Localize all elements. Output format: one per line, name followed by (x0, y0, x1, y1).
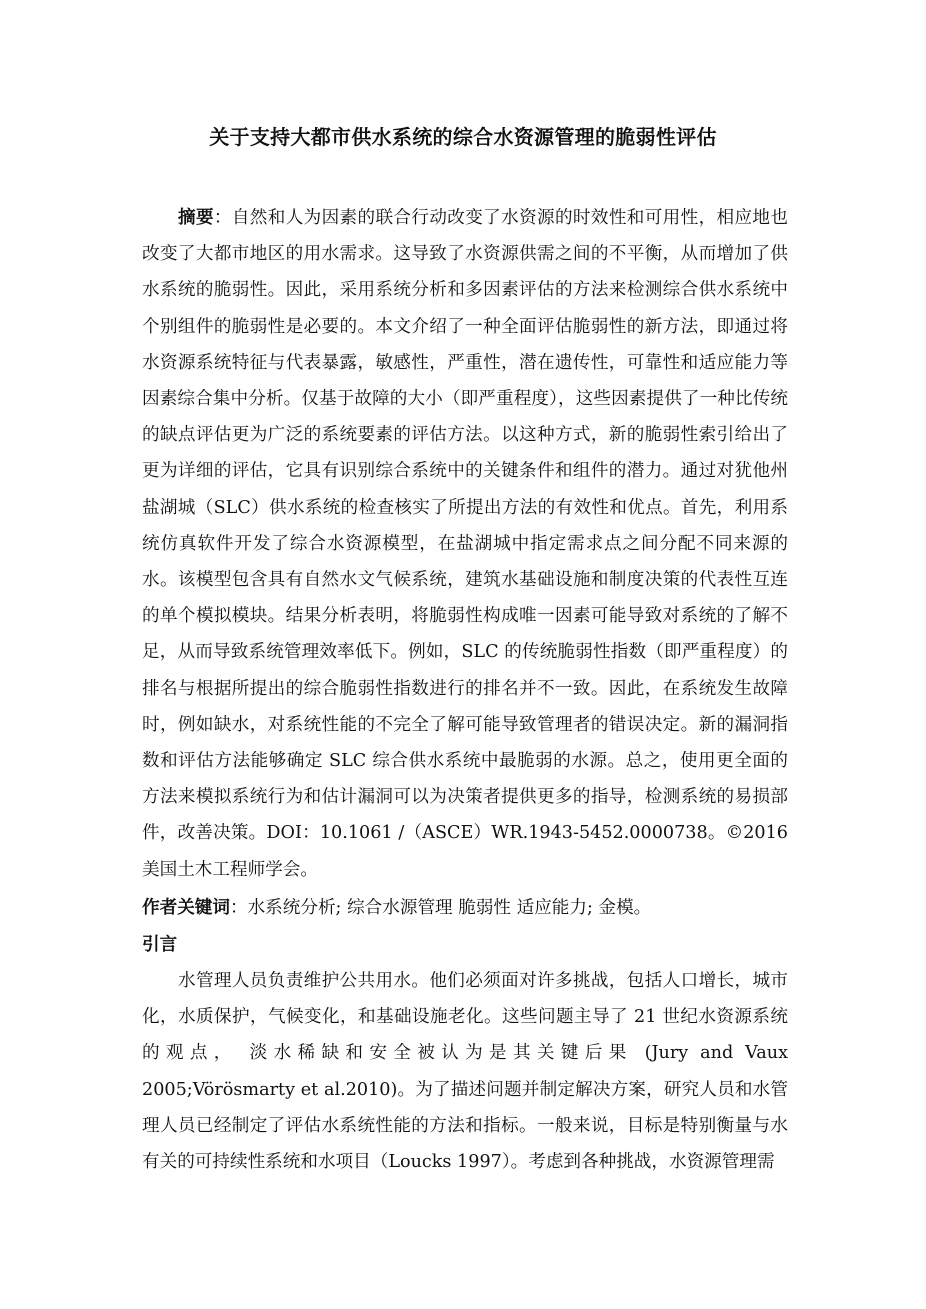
keywords-line (142, 893, 788, 923)
keywords-label: 作者关键词 (142, 898, 230, 918)
intro-heading: 引言 (142, 935, 178, 955)
paper-title: 关于支持大都市供水系统的综合水资源管理的脆弱性评估 (209, 125, 717, 149)
abstract-paragraph (142, 200, 788, 888)
intro-section (142, 963, 788, 1180)
abstract-section (142, 200, 788, 888)
abstract-label: 摘要 (178, 208, 214, 228)
abstract-text: ：自然和人为因素的联合行动改变了水资源的时效性和可用性，相应地也改变了大都市地区的用水需求。这导致了水资源供需之间的不平衡，从而增加了供水系统的脆弱性。因此，采用系统分析和多因素评估的方法来检测综合供水系统中个别组件的脆弱性是必要的。本文介绍了一种全面评估脆弱性的新方法，即通过将水资源系统特征与代表暴露，敏感性，严重性，潜在遗传性，可靠性和适应能力等因素综合集中分析。仅基于故障的大小（即严重程度），这些因素提供了一种比传统的缺点评估更为广泛的系统要素的评估方法。以这种方式，新的脆弱性索引给出了更为详细的评估，它具有识别综合系统中的关键条件和组件的潜力。通过对犹他州盐湖城（SLC）供水系统的检查核实了所提出方法的有效性和优点。首先，利用系统仿真软件开发了综合水资源模型，在盐湖城中指定需求点之间分配不同来源的水。该模型包含具有自然水文气候系统，建筑水基础设施和制度决策的代表性互连的单个模拟模块。结果分析表明，将脆弱性构成唯一因素可能导致对系统的了解不足，从而导致系统管理效率低下。例如，SLC 的传统脆弱性指数（即严重程度）的排名与根据所提出的综合脆弱性指数进行的排名并不一致。因此，在系统发生故障时，例如缺水，对系统性能的不完全了解可能导致管理者的错误决定。新的漏洞指数和评估方法能够确定 SLC 综合供水系统中最脆弱的水源。总之，使用更全面的方法来模拟系统行为和估计漏洞可以为决策者提供更多的指导，检测系统的易损部件，改善决策。DOI：10.1061 /（ASCE）WR.1943-5452.0000738。©2016 美国土木工程师学会。 (142, 208, 788, 880)
intro-paragraph: 水管理人员负责维护公共用水。他们必须面对许多挑战，包括人口增长，城市化，水质保护，气候变化，和基础设施老化。这些问题主导了 21 世纪水资源系统的观点， 淡水稀缺和安全被认为是其关键后果 (Jury and Vaux 2005;Vörösmarty et al.2010)。为了描述问题并制定解决方案，研究人员和水管理人员已经制定了评估水系统性能的方法和指标。一般来说，目标是特别衡量与水有关的可持续性系统和水项目（Loucks 1997）。考虑到各种挑战，水资源管理需 (142, 971, 788, 1173)
keywords-text: ：水系统分析; 综合水源管理 脆弱性 适应能力; 金模。 (229, 898, 652, 918)
